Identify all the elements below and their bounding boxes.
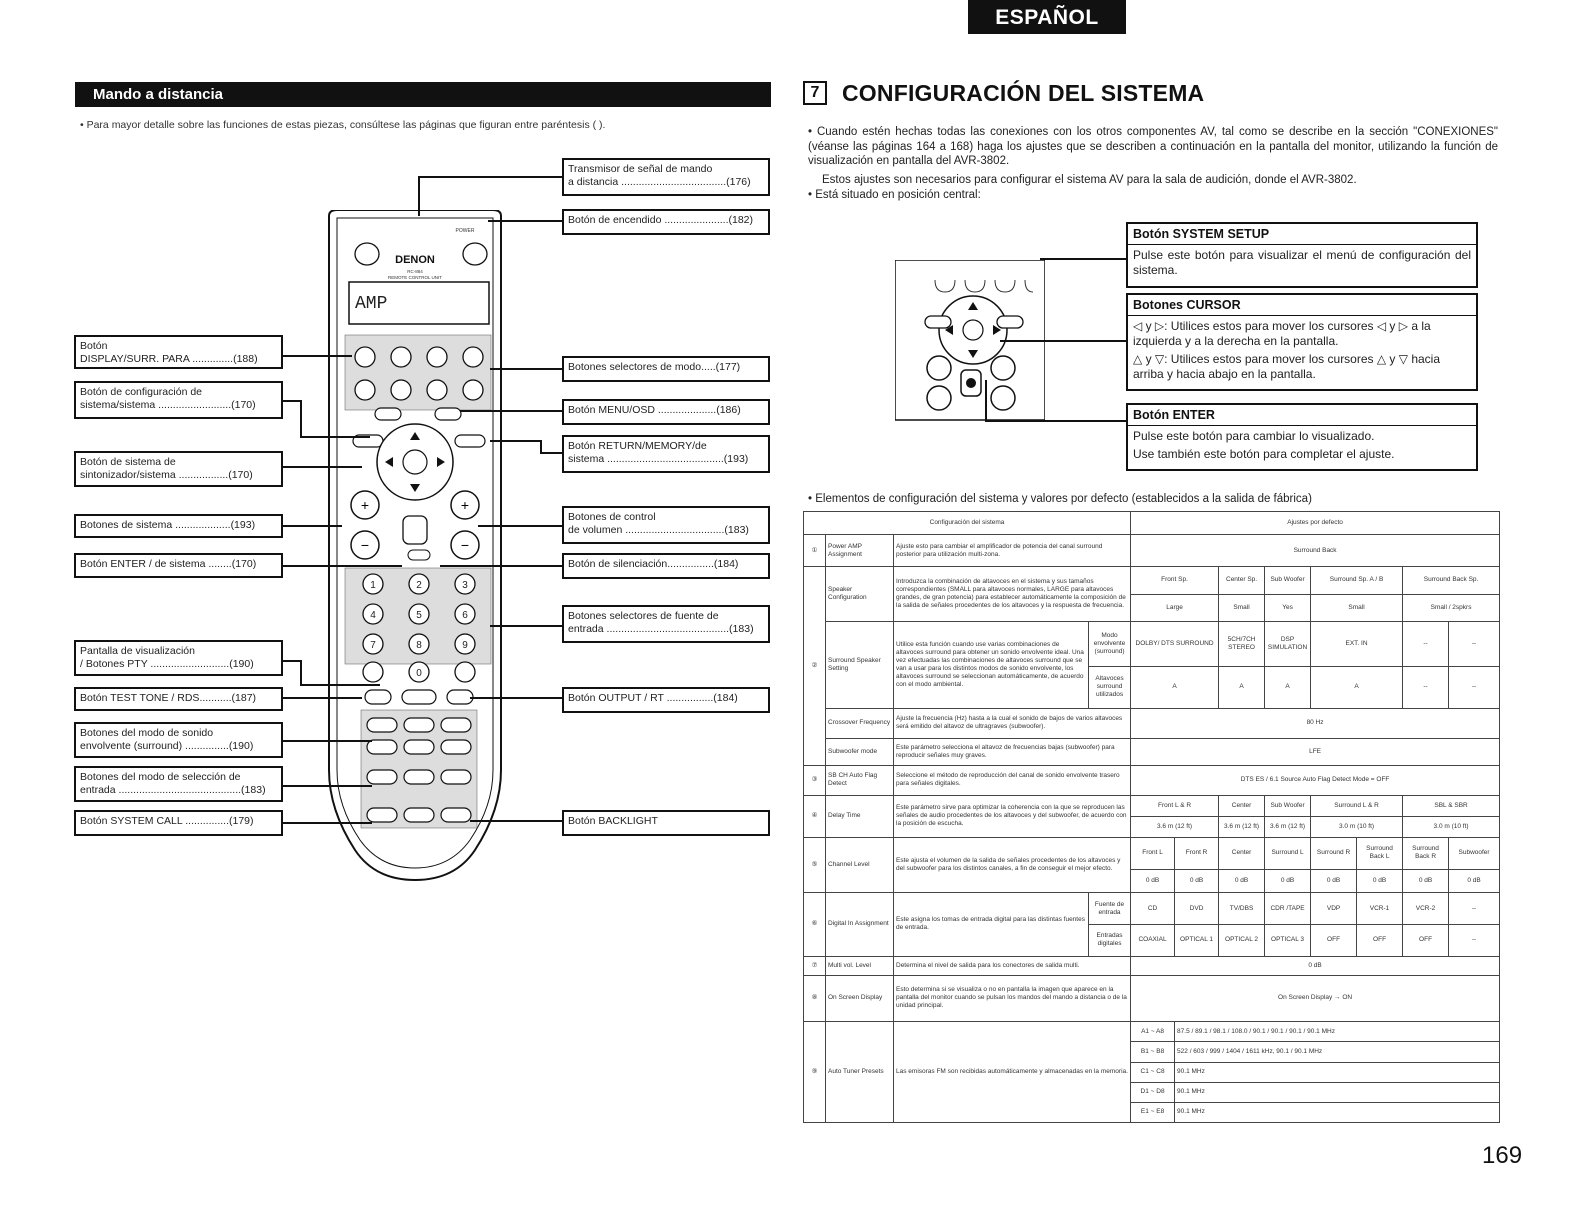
svg-text:2: 2: [416, 580, 422, 591]
box-cursor-line1: ◁ y ▷: Utilices estos para mover los cursores ◁ y ▷ a la izquierda y a la derecha en la pantalla.: [1133, 319, 1431, 348]
svg-text:7: 7: [370, 640, 376, 651]
svg-text:REMOTE CONTROL UNIT: REMOTE CONTROL UNIT: [387, 275, 443, 280]
callout-mode-selectors: Botones selectores de modo.....(177): [562, 356, 770, 382]
row-default: 0 dB: [1131, 956, 1500, 975]
row-default: On Screen Display → ON: [1131, 975, 1500, 1022]
row-desc: Introduzca la combinación de altavoces en el sistema y sus tamaños correspondientes (SMALL para altavoces normales, LARGE para altavoces grandes, de gran potencia) para establecer automáticamente la composición de la salida de señales procedentes de los altavoces y la respuesta de frecuencia.: [894, 567, 1131, 622]
cell: 3.6 m (12 ft): [1131, 816, 1219, 837]
section-number: 7: [803, 81, 827, 105]
cell: 3.0 m (10 ft): [1311, 816, 1403, 837]
svg-text:8: 8: [416, 640, 422, 651]
cell: C1 ~ C8: [1131, 1062, 1175, 1082]
mini-remote-illustration: [895, 260, 1045, 425]
cell: Fuente de entrada: [1089, 893, 1131, 925]
row-name: Channel Level: [826, 838, 894, 893]
cell: Small: [1311, 594, 1403, 622]
row-desc: Ajuste la frecuencia (Hz) hasta a la cual el sonido de bajos de varios altavoces será emitido del altavoz de ultragraves (subwoofer).: [894, 708, 1131, 738]
table-head-right: Ajustes por defecto: [1131, 512, 1500, 535]
svg-text:+: +: [460, 497, 470, 513]
row-name: Multi vol. Level: [826, 956, 894, 975]
row-name: Auto Tuner Presets: [826, 1022, 894, 1123]
row-desc: Las emisoras FM son recibidas automáticamente y almacenadas en la memoria.: [894, 1022, 1131, 1123]
box-enter: [1126, 403, 1478, 471]
cell: A: [1219, 666, 1265, 708]
row-num: ⑥: [804, 893, 826, 957]
svg-text:6: 6: [462, 610, 468, 621]
box-system-setup: [1126, 222, 1478, 288]
cell: Front Sp.: [1131, 567, 1219, 595]
cell: Center: [1219, 838, 1265, 870]
box-enter-line1: Pulse este botón para cambiar lo visualizado.: [1133, 429, 1375, 443]
row-name: Crossover Frequency: [826, 708, 894, 738]
box-enter-title: Botón ENTER: [1128, 405, 1476, 426]
callout-system-call: Botón SYSTEM CALL ...............(179): [74, 810, 283, 836]
row-num: ⑦: [804, 956, 826, 975]
cell: OPTICAL 2: [1219, 924, 1265, 956]
row-name: Surround Speaker Setting: [826, 622, 894, 709]
cell: DVD: [1175, 893, 1219, 925]
box-cursor-line2: △ y ▽: Utilices estos para mover los cursores △ y ▽ hacia arriba y hacia abajo en la pantalla.: [1133, 352, 1441, 381]
remote-display-text: AMP: [355, 294, 388, 314]
callout-backlight: Botón BACKLIGHT: [562, 810, 770, 836]
callout-input-source: Botones selectores de fuente de entrada ..........................................(183): [562, 605, 770, 643]
cell: 5CH/7CH STEREO: [1219, 622, 1265, 666]
box-cursor: [1126, 293, 1478, 391]
row-default: Surround Back: [1131, 535, 1500, 567]
cell: OFF: [1403, 924, 1449, 956]
svg-text:0: 0: [416, 668, 422, 679]
cell: VCR-2: [1403, 893, 1449, 925]
cell: Front R: [1175, 838, 1219, 870]
svg-text:4: 4: [370, 610, 376, 621]
row-name: SB CH Auto Flag Detect: [826, 766, 894, 796]
row-num: ⑤: [804, 838, 826, 893]
cell: B1 ~ B8: [1131, 1042, 1175, 1062]
cell: 0 dB: [1265, 869, 1311, 892]
language-tab: ESPAÑOL: [968, 0, 1126, 34]
svg-text:5: 5: [416, 610, 422, 621]
svg-text:+: +: [360, 497, 370, 513]
page-number: 169: [1482, 1142, 1523, 1169]
remote-illustration: [315, 210, 515, 900]
cell: 522 / 603 / 999 / 1404 / 1611 kHz, 90.1 / 90.1 MHz: [1175, 1042, 1500, 1062]
section-title-config: CONFIGURACIÓN DEL SISTEMA: [842, 80, 1205, 106]
row-desc: Este parámetro sirve para optimizar la coherencia con la que se reproducen las señales de audio procedentes de los altavoces y del subwoofer, de acuerdo con la posición de escucha.: [894, 795, 1131, 837]
cell: --: [1449, 924, 1500, 956]
row-desc: Seleccione el método de reproducción del canal de sonido envolvente trasero para señales digitales.: [894, 766, 1131, 796]
table-intro: • Elementos de configuración del sistema y valores por defecto (establecidos a la salida de fábrica): [808, 493, 1312, 505]
row-name: Speaker Configuration: [826, 567, 894, 622]
cell: VDP: [1311, 893, 1357, 925]
callout-volume: Botones de control de volumen ..................................(183): [562, 506, 770, 544]
cell: Small: [1219, 594, 1265, 622]
cell: 3.0 m (10 ft): [1403, 816, 1500, 837]
cell: --: [1449, 622, 1500, 666]
cell: Modo envolvente (surround): [1089, 622, 1131, 666]
cell: COAXIAL: [1131, 924, 1175, 956]
cell: Sub Woofer: [1265, 567, 1311, 595]
row-name: Delay Time: [826, 795, 894, 837]
table-head-left: Configuración del sistema: [804, 512, 1131, 535]
callout-return-memory: Botón RETURN/MEMORY/de sistema ........................................(193): [562, 435, 770, 473]
cell: Surround L: [1265, 838, 1311, 870]
cell: Sub Woofer: [1265, 795, 1311, 816]
cell: Center: [1219, 795, 1265, 816]
cell: A: [1131, 666, 1219, 708]
callout-transmitter: Transmisor de señal de mando a distancia ....................................(176): [562, 158, 770, 196]
row-name: Power AMP Assignment: [826, 535, 894, 567]
cell: 90.1 MHz: [1175, 1062, 1500, 1082]
callout-input-mode: Botones del modo de selección de entrada ..........................................(183): [74, 766, 283, 802]
cell: Front L & R: [1131, 795, 1219, 816]
cell: Altavoces surround utilizados: [1089, 666, 1131, 708]
box-enter-line2: Use también este botón para completar el ajuste.: [1133, 447, 1395, 461]
cell: 0 dB: [1403, 869, 1449, 892]
cell: 0 dB: [1311, 869, 1357, 892]
callout-test-tone-rds: Botón TEST TONE / RDS...........(187): [74, 687, 283, 711]
cell: OFF: [1357, 924, 1403, 956]
cell: A: [1311, 666, 1403, 708]
svg-text:1: 1: [370, 580, 376, 591]
cell: --: [1403, 666, 1449, 708]
cell: Surround L & R: [1311, 795, 1403, 816]
row-default: DTS ES / 6.1 Source Auto Flag Detect Mode = OFF: [1131, 766, 1500, 796]
cell: 87.5 / 89.1 / 98.1 / 108.0 / 90.1 / 90.1 / 90.1 / 90.1 MHz: [1175, 1022, 1500, 1042]
cell: 0 dB: [1357, 869, 1403, 892]
cell: Surround Back Sp.: [1403, 567, 1500, 595]
cell: OPTICAL 1: [1175, 924, 1219, 956]
row-name: On Screen Display: [826, 975, 894, 1022]
cell: E1 ~ E8: [1131, 1102, 1175, 1122]
svg-text:DENON: DENON: [395, 254, 435, 266]
cell: EXT. IN: [1311, 622, 1403, 666]
row-name: Subwoofer mode: [826, 738, 894, 766]
cell: Surround Back L: [1357, 838, 1403, 870]
callout-display-pty: Pantalla de visualización / Botones PTY ...........................(190): [74, 640, 283, 676]
cell: --: [1449, 893, 1500, 925]
cell: 90.1 MHz: [1175, 1102, 1500, 1122]
cell: OPTICAL 3: [1265, 924, 1311, 956]
row-num: ②: [804, 567, 826, 766]
callout-power: Botón de encendido ......................(182): [562, 209, 770, 235]
row-desc: Este asigna los tomas de entrada digital para las distintas fuentes de entrada.: [894, 893, 1089, 957]
cell: 0 dB: [1131, 869, 1175, 892]
callout-mute: Botón de silenciación................(184): [562, 553, 770, 579]
cell: --: [1403, 622, 1449, 666]
box-system-setup-title: Botón SYSTEM SETUP: [1128, 224, 1476, 245]
cell: Center Sp.: [1219, 567, 1265, 595]
callout-tuner-system: Botón de sistema de sintonizador/sistema .................(170): [74, 451, 283, 487]
callout-menu-osd: Botón MENU/OSD ....................(186): [562, 399, 770, 425]
cell: 3.6 m (12 ft): [1219, 816, 1265, 837]
row-desc: Este parámetro selecciona el altavoz de frecuencias bajas (subwoofer) para reproducir señales muy graves.: [894, 738, 1131, 766]
svg-text:RC-884: RC-884: [407, 269, 423, 274]
config-table: [803, 511, 1500, 1123]
row-num: ⑨: [804, 1022, 826, 1123]
cell: 0 dB: [1175, 869, 1219, 892]
callout-surround-mode: Botones del modo de sonido envolvente (surround) ...............(190): [74, 722, 283, 758]
row-num: ③: [804, 766, 826, 796]
intro-bullet-1: • Cuando estén hechas todas las conexiones con los otros componentes AV, tal como se describe en la sección "CONEXIONES" (véanse las páginas 164 a 168) haga los ajustes que se describen a continuación en la pantalla del monitor, utilizando la función de visualización en pantalla del AVR-3802.: [808, 126, 1498, 167]
row-num: ⑧: [804, 975, 826, 1022]
row-num: ①: [804, 535, 826, 567]
row-desc: Determina el nivel de salida para los conectores de salida multi.: [894, 956, 1131, 975]
callout-enter-system: Botón ENTER / de sistema ........(170): [74, 553, 283, 578]
row-desc: Esto determina si se visualiza o no en pantalla la imagen que aparece en la pantalla del monitor cuando se pulsan los mandos del mando a distancia o de la unidad principal.: [894, 975, 1131, 1022]
svg-text:−: −: [460, 537, 470, 553]
cell: --: [1449, 666, 1500, 708]
cell: Surround Sp. A / B: [1311, 567, 1403, 595]
cell: 3.6 m (12 ft): [1265, 816, 1311, 837]
box-system-setup-text: Pulse este botón para visualizar el menú de configuración del sistema.: [1133, 248, 1471, 277]
callout-display-surr-para: Botón DISPLAY/SURR. PARA ..............(188): [74, 335, 283, 369]
row-num: ④: [804, 795, 826, 837]
cell: DOLBY/ DTS SURROUND: [1131, 622, 1219, 666]
remote-note: • Para mayor detalle sobre las funciones de estas piezas, consúltese las páginas que figuran entre paréntesis ( ).: [80, 119, 606, 131]
callout-output-rt: Botón OUTPUT / RT ................(184): [562, 687, 770, 713]
svg-text:−: −: [360, 537, 370, 553]
cell: VCR-1: [1357, 893, 1403, 925]
cell: DSP SIMULATION: [1265, 622, 1311, 666]
svg-text:9: 9: [462, 640, 468, 651]
box-cursor-title: Botones CURSOR: [1128, 295, 1476, 316]
cell: Front L: [1131, 838, 1175, 870]
cell: Large: [1131, 594, 1219, 622]
row-desc: Ajuste esto para cambiar el amplificador de potencia del canal surround posterior para utilización multi-zona.: [894, 535, 1131, 567]
cell: Surround R: [1311, 838, 1357, 870]
cell: A1 ~ A8: [1131, 1022, 1175, 1042]
cell: 90.1 MHz: [1175, 1082, 1500, 1102]
cell: Entradas digitales: [1089, 924, 1131, 956]
row-default: LFE: [1131, 738, 1500, 766]
cell: D1 ~ D8: [1131, 1082, 1175, 1102]
row-desc: Utilice esta función cuando use varias combinaciones de altavoces surround para obtener un sonido envolvente ideal. Una vez efectuadas las combinaciones de altavoces surround que se van a usar para los distintos modos de sonido envolvente, los altavoces surround se seleccionan automáticamente, de acuerdo con el modo ambiental.: [894, 622, 1089, 709]
cell: SBL & SBR: [1403, 795, 1500, 816]
cell: OFF: [1311, 924, 1357, 956]
cell: A: [1265, 666, 1311, 708]
row-desc: Este ajusta el volumen de la salida de señales procedentes de los altavoces y del subwoofer para los distintos canales, a fin de conseguir el mejor efecto.: [894, 838, 1131, 893]
cell: CD: [1131, 893, 1175, 925]
cell: 0 dB: [1219, 869, 1265, 892]
row-default: 80 Hz: [1131, 708, 1500, 738]
callout-system-buttons: Botones de sistema ...................(193): [74, 514, 283, 538]
intro-bullet-2: • Está situado en posición central:: [808, 189, 981, 201]
cell: CDR /TAPE: [1265, 893, 1311, 925]
callout-system-setup: Botón de configuración de sistema/sistema .........................(170): [74, 381, 283, 419]
cell: 0 dB: [1449, 869, 1500, 892]
section-title-remote: Mando a distancia: [75, 82, 771, 107]
cell: Yes: [1265, 594, 1311, 622]
cell: Subwoofer: [1449, 838, 1500, 870]
cell: Surround Back R: [1403, 838, 1449, 870]
row-name: Digital In Assignment: [826, 893, 894, 957]
svg-text:POWER: POWER: [455, 228, 475, 234]
intro-bullet-1b: Estos ajustes son necesarios para configurar el sistema AV para la sala de audición, donde el AVR-3802.: [822, 174, 1357, 186]
svg-text:3: 3: [462, 580, 468, 591]
cell: TV/DBS: [1219, 893, 1265, 925]
cell: Small / 2spkrs: [1403, 594, 1500, 622]
